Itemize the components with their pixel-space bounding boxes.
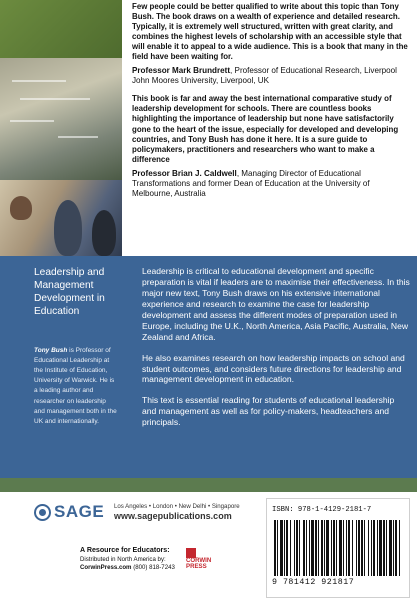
barcode-bar — [348, 520, 350, 576]
reviewer-affiliation: , Managing Director of Educational Transformations and former Dean of Education at the University of Melbourne, Australia — [132, 168, 370, 198]
reviewer-name: Professor Brian J. Caldwell — [132, 168, 237, 178]
barcode-bar — [379, 520, 382, 576]
review-quote: Few people could be better qualified to write about this topic than Tony Bush. The book draws on a wealth of experience and detailed research. Typically, it is extremely well structured, written with great clarity, and combines the highest levels of scholarship with an accessible style that will enable it to appeal to a wide audience. This is a book that many in the field have been waiting for. — [132, 2, 408, 62]
cover-photo-top — [0, 0, 122, 58]
sage-logo-icon — [34, 504, 51, 521]
author-bio — [34, 346, 118, 427]
author-bio-text: is Professor of Educational Leadership at the Institute of Education, University of Warwick. He is a leading author and researcher on leadership and management both in the UK and internationally. — [34, 347, 117, 425]
barcode-bar — [299, 520, 300, 576]
resource-phone: (800) 818-7243 — [133, 563, 175, 571]
barcode-bar — [333, 520, 335, 576]
barcode-bar — [324, 520, 325, 576]
barcode-bar — [364, 520, 365, 576]
barcode-bar — [352, 520, 353, 576]
barcode-bar — [303, 520, 305, 576]
series-title: Leadership and Management Development in Education — [34, 267, 105, 318]
cover-photo-whiteboard — [0, 58, 122, 180]
reviews-section — [132, 2, 412, 207]
barcode-bar — [356, 520, 357, 576]
sage-logo-text: SAGE — [54, 502, 105, 521]
barcode-bar — [399, 520, 400, 576]
cover-photo-strip — [0, 0, 122, 256]
barcode-bar — [393, 520, 394, 576]
series-and-author — [34, 266, 118, 427]
barcode-bar — [336, 520, 337, 576]
corwin-press-logo — [186, 548, 212, 570]
corwin-logo-subtext: PRESS — [186, 563, 207, 571]
barcode-bar — [284, 520, 285, 576]
barcode-bar — [371, 520, 372, 576]
barcode-bar — [311, 520, 314, 576]
isbn-barcode — [274, 520, 404, 576]
reviewer-affiliation: , Professor of Educational Research, Liverpool John Moores University, Liverpool, UK — [132, 66, 397, 86]
barcode-bar — [368, 520, 369, 576]
barcode-bar — [315, 520, 317, 576]
divider-band — [0, 478, 417, 492]
review-attribution — [132, 66, 412, 86]
barcode-bar — [321, 520, 323, 576]
barcode-bar — [290, 520, 291, 576]
barcode-bar — [339, 520, 342, 576]
barcode-bar — [395, 520, 397, 576]
description-paragraph: This text is essential reading for students of educational leadership and management as well as for policy-makers, headteachers and principals. — [142, 395, 395, 428]
barcode-bar — [383, 520, 385, 576]
barcode-bar — [309, 520, 310, 576]
isbn-digits: 9 781412 921817 — [272, 578, 355, 587]
publisher-cities: Los Angeles • London • New Delhi • Singapore — [114, 503, 240, 510]
resource-title: A Resource for Educators: — [80, 546, 170, 554]
barcode-bar — [358, 520, 360, 576]
isbn-label: ISBN: 978-1-4129-2181-7 — [272, 506, 372, 514]
barcode-bar — [331, 520, 332, 576]
barcode-bar — [296, 520, 298, 576]
review-quote: This book is far and away the best international comparative study of leadership development for schools. There are countless books highlighting the importance of leadership but none have satisfactorily gone to the heart of the issue, especially for developed and developing countries, and Tony Bush has done it here. It is a sure guide to policymakers, practitioners and researchers who want to make a difference — [132, 94, 399, 164]
barcode-bar — [361, 520, 363, 576]
barcode-bar — [343, 520, 344, 576]
barcode-bar — [373, 520, 375, 576]
description-paragraph: Leadership is critical to educational development and specific preparation is vital if leaders are to maximise their effectiveness. In this major new text, Tony Bush draws on his extensive international experience and research to examine the case for leadership development and assess the different modes of preparation used in Europe, including the U.K., North America, Asia Pacific, Australia, New Zealand and Africa. — [142, 266, 410, 342]
resource-distributor: Distributed in North America by: — [80, 555, 166, 563]
publisher-url: www.sagepublications.com — [114, 511, 232, 521]
barcode-bar — [286, 520, 288, 576]
barcode-bar — [306, 520, 307, 576]
author-name: Tony Bush — [34, 347, 68, 355]
reviewer-name: Professor Mark Brundrett — [132, 66, 231, 76]
book-description — [142, 266, 410, 438]
barcode-bar — [318, 520, 319, 576]
cover-photo-people — [0, 180, 122, 256]
barcode-bar — [346, 520, 347, 576]
barcode-bar — [280, 520, 283, 576]
review-attribution — [132, 169, 412, 199]
barcode-bar — [274, 520, 276, 576]
barcode-bar — [377, 520, 378, 576]
corwin-logo-text: CORWIN — [186, 557, 212, 564]
barcode-bar — [389, 520, 392, 576]
barcode-bar — [294, 520, 295, 576]
resource-url: CorwinPress.com — [80, 563, 132, 571]
barcode-bar — [277, 520, 278, 576]
corwin-resource-note — [80, 546, 184, 572]
barcode-bar — [386, 520, 387, 576]
description-paragraph: He also examines research on how leadership impacts on school and student outcomes, and considers future directions for leadership and management development in education. — [142, 352, 405, 385]
barcode-bar — [326, 520, 329, 576]
sage-logo — [34, 502, 104, 522]
